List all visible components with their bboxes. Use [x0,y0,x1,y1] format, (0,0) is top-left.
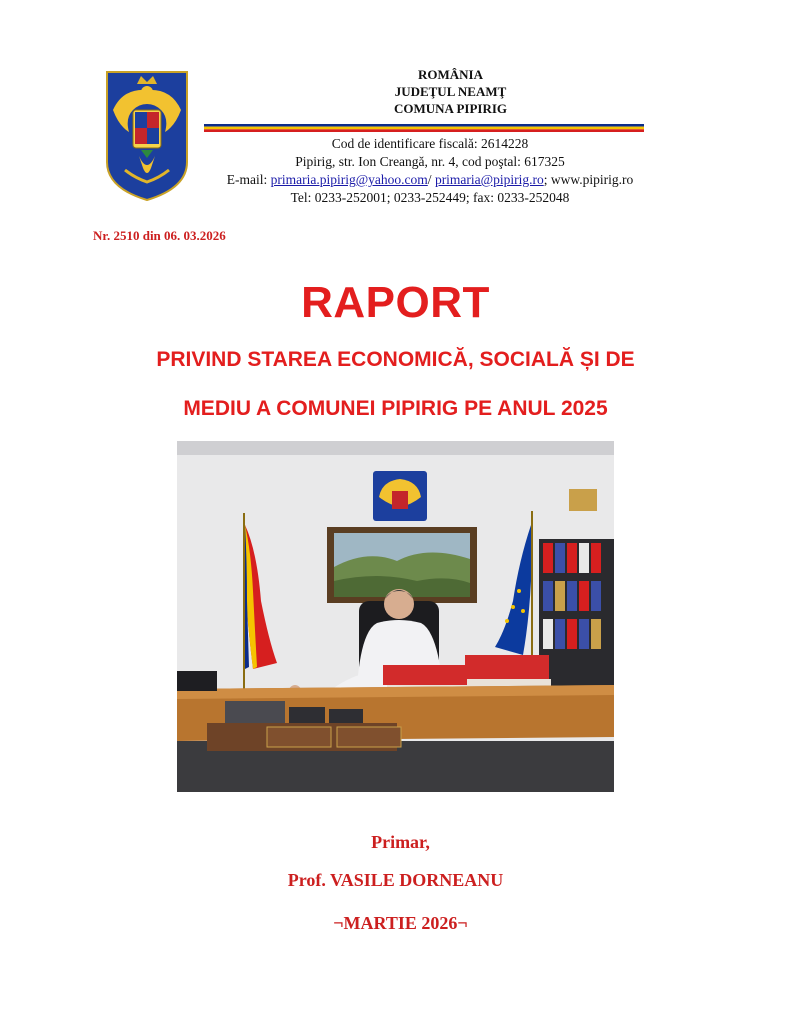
phone-fax-line: Tel: 0233-252001; 0233-252449; fax: 0233-252048 [290,190,570,205]
contact-line [150,172,710,188]
email-label: E-mail: [226,172,271,187]
header-country: ROMÂNIA [418,67,483,82]
email-separator: / [427,172,435,187]
email-link-yahoo[interactable]: primaria.pipirig@yahoo.com [270,172,428,187]
tricolor-blue [204,124,644,127]
fiscal-code: Cod de identificare fiscală: 2614228 [331,136,529,151]
wall-crest-icon [373,471,427,521]
binder-shelf [539,539,614,699]
header-county: JUDEŢUL NEAMŢ [394,84,507,99]
tricolor-yellow [204,127,644,130]
mayor-office-photo [177,441,614,792]
document-title: RAPORT [301,278,490,327]
signature-date: ¬MARTIE 2026¬ [333,913,468,933]
document-subtitle-line1: PRIVIND STAREA ECONOMICĂ, SOCIALĂ ȘI DE [156,348,635,371]
tricolor-divider [204,124,644,132]
header-commune: COMUNA PIPIRIG [393,101,508,116]
tricolor-red [204,129,644,132]
document-number: Nr. 2510 din 06. 03.2026 [93,228,226,243]
signature-role: Primar, [371,832,430,852]
email-link-pipirig[interactable]: primaria@pipirig.ro [434,172,544,187]
address: Pipirig, str. Ion Creangă, nr. 4, cod poştal: 617325 [295,154,565,169]
website: ; www.pipirig.ro [543,172,634,187]
document-subtitle-line2: MEDIU A COMUNEI PIPIRIG PE ANUL 2025 [183,397,608,420]
signature-name: Prof. VASILE DORNEANU [287,870,504,890]
